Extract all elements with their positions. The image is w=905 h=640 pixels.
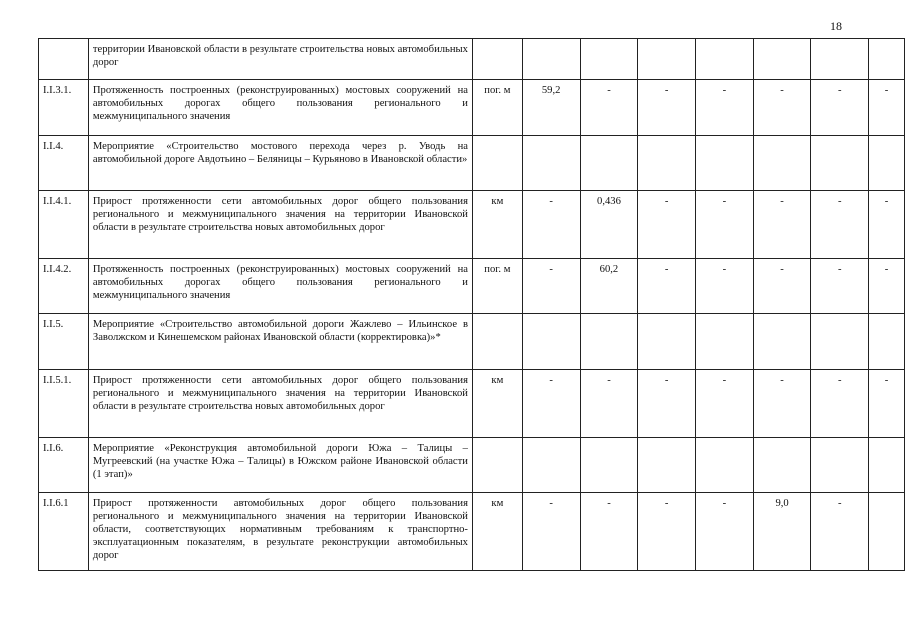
row-unit-cell: км bbox=[472, 493, 522, 571]
row-value-cell bbox=[811, 39, 869, 80]
row-value-cell bbox=[638, 314, 696, 370]
row-value-cell bbox=[580, 314, 638, 370]
row-value-cell: 9,0 bbox=[753, 493, 811, 571]
row-value-cell: 60,2 bbox=[580, 259, 638, 314]
row-value-cell: - bbox=[869, 191, 905, 259]
row-value-cell bbox=[522, 314, 580, 370]
row-value-cell: - bbox=[638, 259, 696, 314]
row-code-cell: I.I.6.1 bbox=[39, 493, 89, 571]
row-description-cell: Мероприятие «Строительство автомобильной дороги Жажлево – Ильинское в Заволжском и Кинешемском районах Ивановской области (корректировка)»* bbox=[88, 314, 472, 370]
row-value-cell: 59,2 bbox=[522, 80, 580, 136]
row-value-cell bbox=[869, 493, 905, 571]
row-value-cell: - bbox=[522, 493, 580, 571]
row-value-cell: - bbox=[638, 80, 696, 136]
table-row bbox=[39, 314, 905, 370]
row-value-cell: - bbox=[638, 370, 696, 438]
row-value-cell: - bbox=[696, 493, 754, 571]
row-unit-cell bbox=[472, 136, 522, 191]
table-row bbox=[39, 259, 905, 314]
row-code-cell: I.I.4.1. bbox=[39, 191, 89, 259]
row-value-cell bbox=[811, 314, 869, 370]
row-value-cell bbox=[580, 438, 638, 493]
row-description-cell: Прирост протяженности сети автомобильных дорог общего пользования регионального и межмуниципального значения на территории Ивановской области в результате строительства новых автомобильных дорог bbox=[88, 370, 472, 438]
row-value-cell bbox=[753, 438, 811, 493]
row-description-cell: территории Ивановской области в результате строительства новых автомобильных дорог bbox=[88, 39, 472, 80]
row-value-cell: - bbox=[811, 493, 869, 571]
row-code-cell: I.I.6. bbox=[39, 438, 89, 493]
row-value-cell bbox=[753, 136, 811, 191]
row-value-cell bbox=[753, 314, 811, 370]
indicators-table bbox=[38, 38, 905, 571]
row-code-cell: I.I.5.1. bbox=[39, 370, 89, 438]
row-value-cell bbox=[696, 136, 754, 191]
row-value-cell bbox=[522, 438, 580, 493]
row-value-cell: - bbox=[696, 80, 754, 136]
row-value-cell bbox=[638, 438, 696, 493]
row-value-cell bbox=[811, 136, 869, 191]
table-row bbox=[39, 39, 905, 80]
row-description-cell: Мероприятие «Строительство мостового перехода через р. Уводь на автомобильной дороге Авдотьино – Беляницы – Курьяново в Ивановской области» bbox=[88, 136, 472, 191]
row-value-cell: - bbox=[869, 370, 905, 438]
row-value-cell bbox=[638, 136, 696, 191]
table-row bbox=[39, 493, 905, 571]
row-value-cell bbox=[580, 39, 638, 80]
row-value-cell: - bbox=[753, 259, 811, 314]
row-value-cell: - bbox=[811, 370, 869, 438]
row-description-cell: Протяженность построенных (реконструированных) мостовых сооружений на автомобильных дорогах общего пользования регионального и межмуниципального значения bbox=[88, 80, 472, 136]
row-value-cell bbox=[869, 39, 905, 80]
row-value-cell: - bbox=[696, 259, 754, 314]
row-value-cell: - bbox=[580, 370, 638, 438]
row-code-cell: I.I.5. bbox=[39, 314, 89, 370]
row-value-cell: - bbox=[580, 493, 638, 571]
row-value-cell bbox=[522, 136, 580, 191]
row-value-cell: - bbox=[522, 259, 580, 314]
row-value-cell bbox=[869, 136, 905, 191]
row-value-cell: - bbox=[753, 80, 811, 136]
row-code-cell: I.I.3.1. bbox=[39, 80, 89, 136]
row-value-cell: - bbox=[580, 80, 638, 136]
row-value-cell: - bbox=[811, 191, 869, 259]
row-value-cell bbox=[869, 314, 905, 370]
row-value-cell: - bbox=[696, 191, 754, 259]
row-value-cell bbox=[696, 39, 754, 80]
row-value-cell bbox=[869, 438, 905, 493]
row-unit-cell bbox=[472, 438, 522, 493]
row-code-cell: I.I.4.2. bbox=[39, 259, 89, 314]
table-row bbox=[39, 191, 905, 259]
table-row bbox=[39, 136, 905, 191]
row-value-cell: - bbox=[638, 191, 696, 259]
row-unit-cell bbox=[472, 39, 522, 80]
row-value-cell: - bbox=[811, 80, 869, 136]
row-unit-cell: пог. м bbox=[472, 259, 522, 314]
row-value-cell: - bbox=[638, 493, 696, 571]
row-value-cell: - bbox=[522, 191, 580, 259]
row-value-cell bbox=[638, 39, 696, 80]
page-number: 18 bbox=[830, 19, 842, 33]
row-description-cell: Прирост протяженности автомобильных дорог общего пользования регионального и межмуниципального значения на территории Ивановской области, соответствующих нормативным требованиям к транспортно-эксплуатационным показателям, в результате реконструкции автомобильных дорог bbox=[88, 493, 472, 571]
row-value-cell: 0,436 bbox=[580, 191, 638, 259]
row-description-cell: Прирост протяженности сети автомобильных дорог общего пользования регионального и межмуниципального значения на территории Ивановской области в результате строительства новых автомобильных дорог bbox=[88, 191, 472, 259]
row-value-cell: - bbox=[753, 191, 811, 259]
row-value-cell: - bbox=[869, 80, 905, 136]
row-unit-cell: км bbox=[472, 370, 522, 438]
row-value-cell bbox=[580, 136, 638, 191]
table-row bbox=[39, 370, 905, 438]
table-row bbox=[39, 438, 905, 493]
row-value-cell: - bbox=[522, 370, 580, 438]
row-description-cell: Мероприятие «Реконструкция автомобильной дороги Южа – Талицы – Мугреевский (на участке Южа – Талицы) в Южском районе Ивановской области (1 этап)» bbox=[88, 438, 472, 493]
row-value-cell: - bbox=[811, 259, 869, 314]
row-value-cell bbox=[811, 438, 869, 493]
row-unit-cell bbox=[472, 314, 522, 370]
table-row bbox=[39, 80, 905, 136]
row-value-cell: - bbox=[696, 370, 754, 438]
row-value-cell: - bbox=[869, 259, 905, 314]
row-value-cell bbox=[696, 314, 754, 370]
row-unit-cell: пог. м bbox=[472, 80, 522, 136]
row-value-cell bbox=[696, 438, 754, 493]
row-value-cell: - bbox=[753, 370, 811, 438]
row-description-cell: Протяженность построенных (реконструированных) мостовых сооружений на автомобильных дорогах общего пользования регионального и межмуниципального значения bbox=[88, 259, 472, 314]
row-code-cell bbox=[39, 39, 89, 80]
row-code-cell: I.I.4. bbox=[39, 136, 89, 191]
row-value-cell bbox=[753, 39, 811, 80]
row-value-cell bbox=[522, 39, 580, 80]
row-unit-cell: км bbox=[472, 191, 522, 259]
